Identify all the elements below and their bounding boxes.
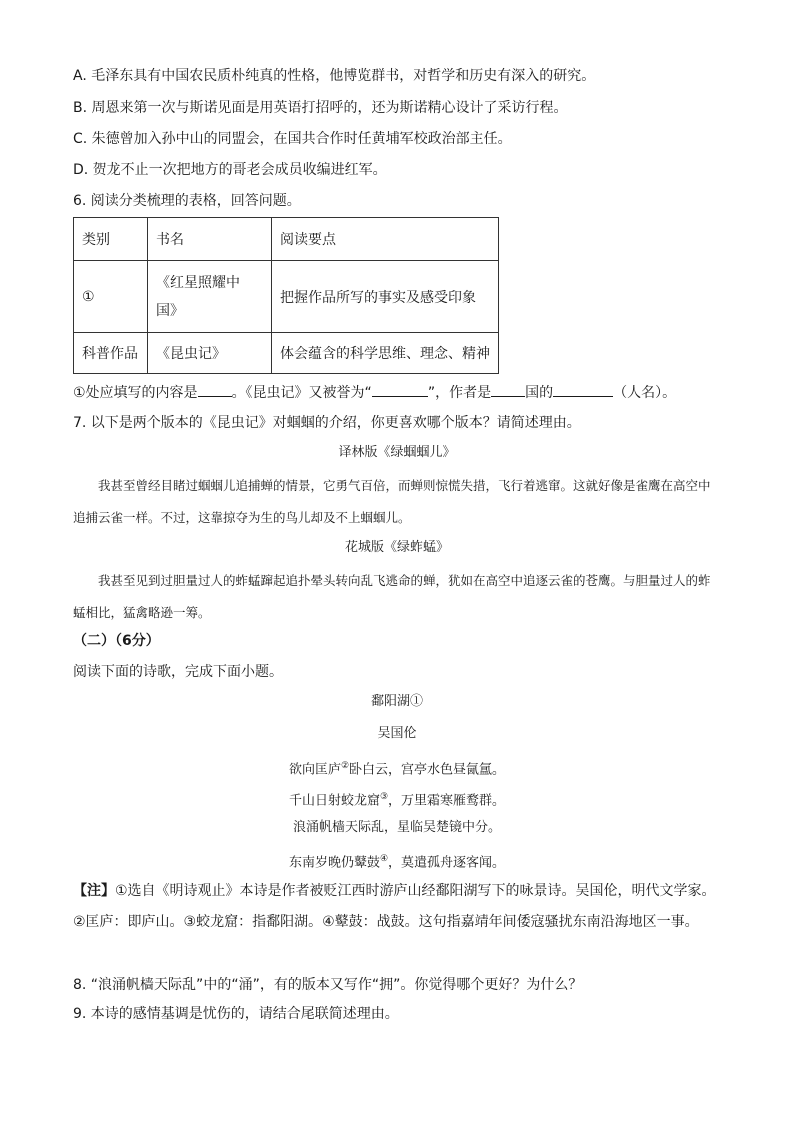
poem-line-text: 东南岁晚仍鼙鼓: [288, 855, 380, 871]
version1-title: 译林版《绿蝈蝈儿》: [338, 445, 456, 460]
answer-blank[interactable]: [198, 382, 232, 397]
poem-footnote-mark: ④: [379, 854, 389, 864]
poem-line-text: 浪涌帆樯天际乱，星临吴楚镜中分。: [292, 820, 501, 835]
fill-text: ①处应填写的内容是: [73, 385, 198, 401]
poem-title: [0, 694, 794, 710]
table-header-cell: 书名: [148, 218, 272, 261]
answer-blank[interactable]: [553, 382, 613, 397]
fill-text: ”，作者是: [427, 385, 492, 401]
note-text: ①选自《明诗观止》本诗是作者被贬江西时游庐山经鄱阳湖写下的咏景诗。吴国伦，明代文学家。②匡庐：即庐山。③蛟龙窟：指鄱阳湖。④鼙鼓：战鼓。这句指嘉靖年间倭寇骚扰东南沿海地区一事。: [73, 883, 716, 930]
answer-blank[interactable]: [372, 382, 428, 397]
section-heading: （二）（6分）: [73, 633, 160, 649]
section-instruction: 阅读下面的诗歌，完成下面小题。: [73, 664, 283, 680]
fill-text: 。《昆虫记》又被誉为“: [231, 385, 372, 401]
poem-author: 吴国伦: [377, 726, 417, 741]
table-cell: 科普作品: [74, 333, 148, 374]
poem-line-text: 欲向匡庐: [288, 762, 341, 778]
note-label: 【注】: [73, 883, 115, 899]
option-b: B. 周恩来第一次与斯诺见面是用英语打招呼的，还为斯诺精心设计了采访行程。: [73, 100, 568, 116]
reading-classification-table: [73, 217, 499, 374]
poem-line-text: 卧白云，宫亭水色昼氤氲。: [349, 762, 506, 778]
table-row: [74, 261, 499, 333]
table-cell: 《昆虫记》: [148, 333, 272, 374]
version1-passage: 我甚至曾经目睹过蝈蝈儿追捕蝉的情景，它勇气百倍，而蝉则惊慌失措，飞行着逃窜。这就好像是雀鹰在高空中追捕云雀一样。不过，这靠掠夺为生的鸟儿却及不上蝈蝈儿。: [73, 478, 711, 525]
poem-line: [0, 758, 794, 778]
q8-stem: 8. “浪涌帆樯天际乱”中的“涌”，有的版本又写作“拥”。你觉得哪个更好？为什么？: [73, 977, 583, 993]
poem-line-text: ，莫遣孤舟逐客闻。: [388, 855, 506, 871]
fill-text: （人名）。: [613, 385, 677, 401]
option-a: A. 毛泽东具有中国农民质朴纯真的性格，他博览群书，对哲学和历史有深入的研究。: [73, 68, 596, 84]
option-d: D. 贺龙不止一次把地方的哥老会成员收编进红军。: [73, 162, 387, 178]
poem-footnote-mark: ②: [340, 761, 350, 771]
table-header-cell: 阅读要点: [272, 218, 499, 261]
poem-line: [0, 851, 794, 871]
table-header-cell: 类别: [74, 218, 148, 261]
table-cell: ①: [74, 261, 148, 333]
table-cell: 把握作品所写的事实及感受印象: [272, 261, 499, 333]
table-cell: 体会蕴含的科学思维、理念、精神: [272, 333, 499, 374]
version2-title: 花城版《绿蚱蜢》: [344, 540, 449, 555]
version2-passage: 我甚至见到过胆量过人的蚱蜢蹿起追扑晕头转向乱飞逃命的蝉，犹如在高空中追逐云雀的苍鹰。与胆量过人的蚱蜢相比，猛禽略逊一筹。: [73, 573, 711, 620]
q7-stem: 7. 以下是两个版本的《昆虫记》对蝈蝈的介绍，你更喜欢哪个版本？请简述理由。: [73, 415, 581, 431]
table-row: [74, 333, 499, 374]
q6-stem: 6. 阅读分类梳理的表格，回答问题。: [73, 193, 301, 209]
poem-title-text: 鄱阳湖: [370, 694, 410, 709]
answer-blank[interactable]: [491, 382, 525, 397]
table-cell: [148, 261, 272, 333]
q9-stem: 9. 本诗的感情基调是忧伤的，请结合尾联简述理由。: [73, 1006, 399, 1022]
fill-text: 国的: [525, 385, 554, 401]
table-header-row: [74, 218, 499, 261]
poem-line-text: ，万里霜寒雁鹜群。: [388, 793, 506, 809]
poem-line-text: 千山日射蛟龙窟: [288, 793, 380, 809]
poem-line: [0, 789, 794, 809]
q6-fill-line: [73, 382, 676, 402]
poem-notes: [73, 876, 723, 938]
poem-title-mark: ①: [410, 694, 424, 709]
poem-footnote-mark: ③: [379, 792, 389, 802]
book-title: 《红星照耀中国》: [156, 274, 240, 319]
poem-line: [0, 820, 794, 836]
option-c: C. 朱德曾加入孙中山的同盟会，在国共合作时任黄埔军校政治部主任。: [73, 131, 512, 147]
